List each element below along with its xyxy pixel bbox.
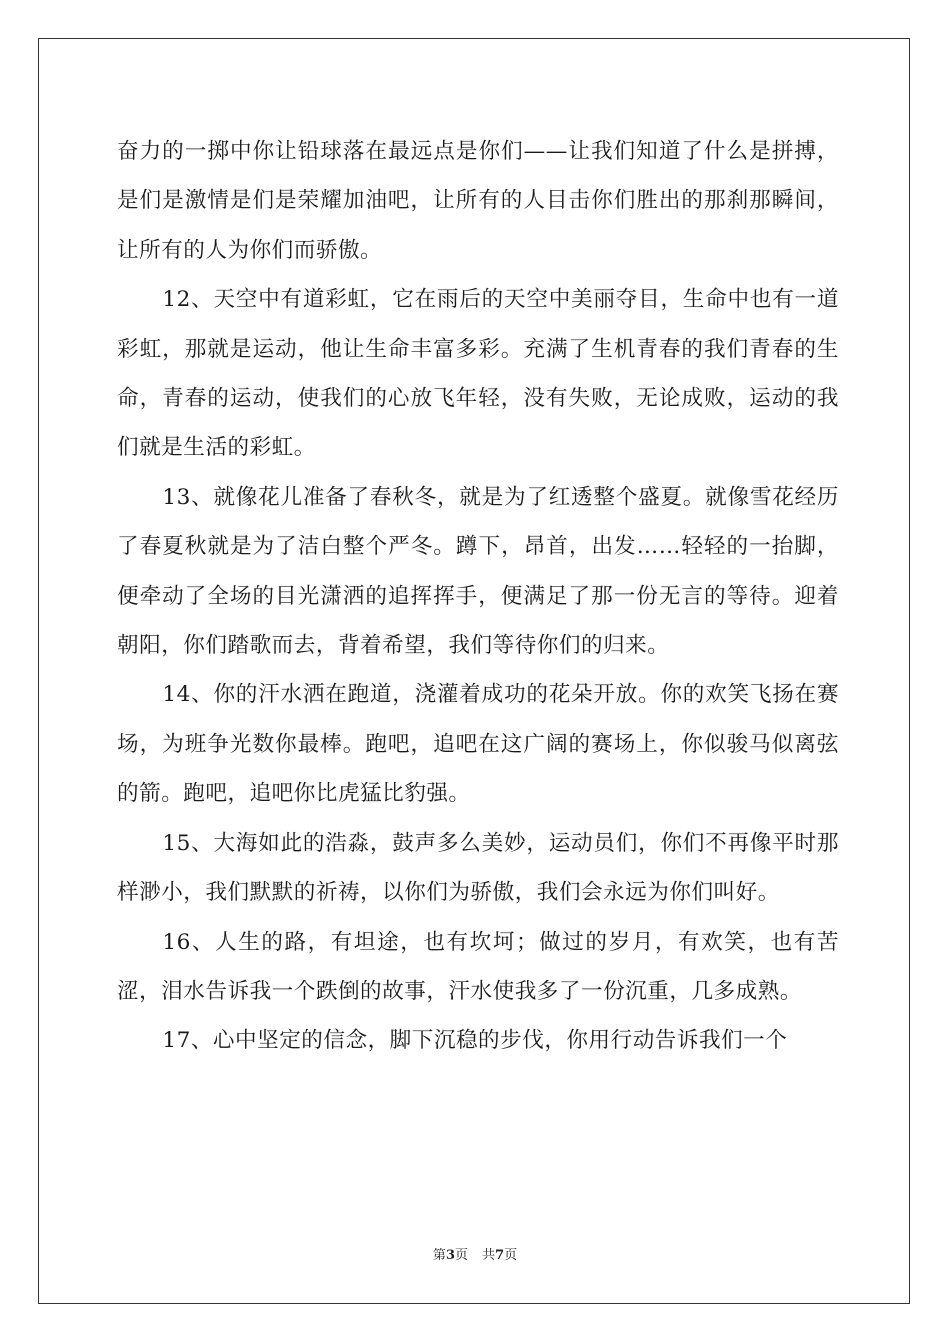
paragraph-14: 14、你的汗水洒在跑道，浇灌着成功的花朵开放。你的欢笑飞扬在赛场，为班争光数你最棒。跑吧，追吧在这广阔的赛场上，你似骏马似离弦的箭。跑吧，追吧你比虎猛比豹强。 <box>117 682 839 807</box>
page-prefix: 第 <box>432 1248 446 1263</box>
total-suffix: 页 <box>504 1248 518 1263</box>
paragraph-16: 16、人生的路，有坦途，也有坎坷；做过的岁月，有欢笑，也有苦涩，泪水告诉我一个跌倒的故事，汗水使我多了一份沉重，几多成熟。 <box>117 929 839 1004</box>
paragraph-17: 17、心中坚定的信念，脚下沉稳的步伐，你用行动告诉我们一个 <box>162 1028 788 1054</box>
document-body <box>117 127 839 1066</box>
paragraph-continuation: 奋力的一掷中你让铅球落在最远点是你们——让我们知道了什么是拼搏，是们是激情是们是荣耀加油吧，让所有的人目击你们胜出的那刹那瞬间，让所有的人为你们而骄傲。 <box>117 139 839 263</box>
page-footer <box>0 1244 950 1263</box>
total-page-number: 7 <box>495 1248 505 1263</box>
current-page-number: 3 <box>445 1248 455 1263</box>
paragraph-13: 13、就像花儿准备了春秋冬，就是为了红透整个盛夏。就像雪花经历了春夏秋就是为了洁白整个严冬。蹲下，昂首，出发……轻轻的一抬脚，便牵动了全场的目光潇洒的追挥挥手，便满足了那一份无言的等待。迎着朝阳，你们踏歌而去，背着希望，我们等待你们的归来。 <box>117 484 839 659</box>
total-prefix: 共 <box>482 1248 496 1263</box>
paragraph-12: 12、天空中有道彩虹，它在雨后的天空中美丽夺目，生命中也有一道彩虹，那就是运动，他让生命丰富多彩。充满了生机青春的我们青春的生命，青春的运动，使我们的心放飞年轻，没有失败，无论成败，运动的我们就是生活的彩虹。 <box>117 287 839 461</box>
paragraph-15: 15、大海如此的浩淼，鼓声多么美妙，运动员们，你们不再像平时那样渺小，我们默默的祈祷，以你们为骄傲，我们会永远为你们叫好。 <box>117 830 839 906</box>
page-suffix: 页 <box>454 1248 468 1263</box>
